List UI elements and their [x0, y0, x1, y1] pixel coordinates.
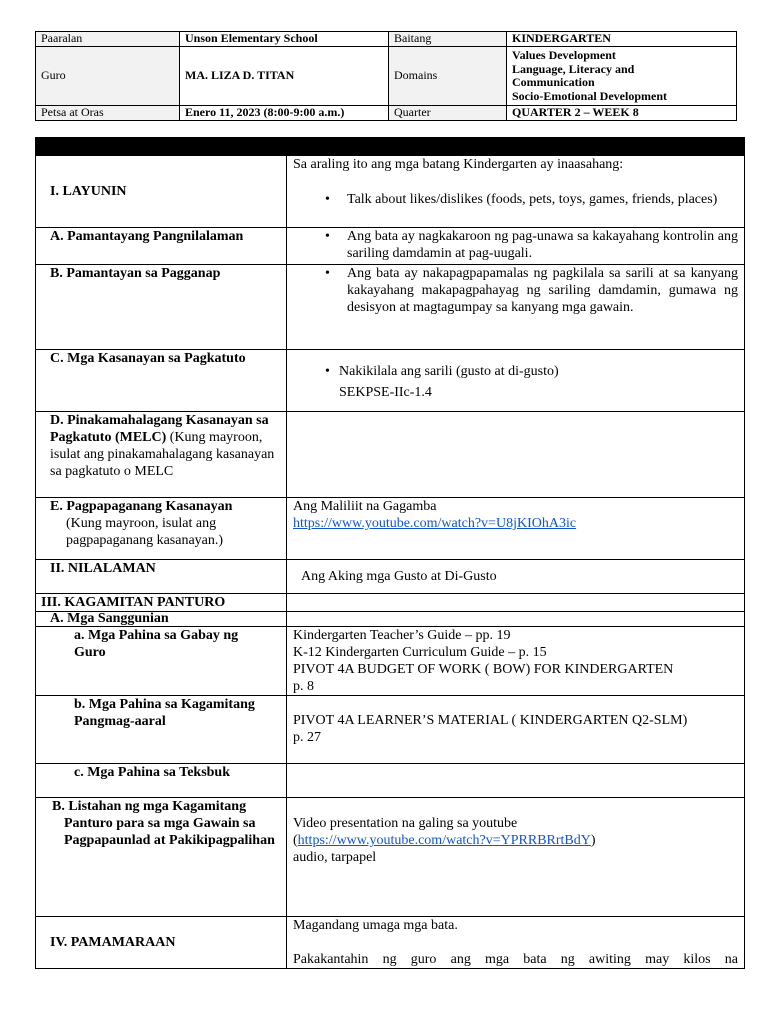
- table-header-bar: [36, 138, 745, 156]
- melc-content: [287, 412, 745, 498]
- pagpapaganang-label: [36, 498, 287, 560]
- table-row: [36, 696, 745, 764]
- listahan-link[interactable]: https://www.youtube.com/watch?v=YPRRBRrtBdY: [297, 833, 591, 848]
- nilalaman-label: II. NILALAMAN: [36, 560, 287, 594]
- domain-item: Socio-Emotional Development: [512, 88, 667, 103]
- table-row: [36, 412, 745, 498]
- gabay-label: a. Mga Pahina sa Gabay ng Guro: [36, 627, 287, 696]
- pagpapaganang-content: [287, 498, 745, 560]
- nilalaman-value: Ang Aking mga Gusto at Di-Gusto: [287, 560, 745, 594]
- domains-label: Domains: [389, 47, 507, 106]
- layunin-bullet: • Talk about likes/dislikes (foods, pets, toys, games, friends, places): [293, 191, 738, 208]
- petsa-value: Enero 11, 2023 (8:00-9:00 a.m.): [180, 106, 389, 121]
- table-row: [36, 350, 745, 412]
- pagpapaganang-link[interactable]: https://www.youtube.com/watch?v=U8jKIOhA3ic: [293, 516, 577, 531]
- pamamaraan-content: [287, 917, 745, 969]
- quarter-value: QUARTER 2 – WEEK 8: [507, 106, 737, 121]
- table-row: [36, 265, 745, 350]
- melc-label-rest: (Kung mayroon, isulat ang pinakamahalagang kasanayan sa pagkatuto o MELC: [50, 430, 275, 479]
- domain-item: Values Development: [512, 48, 616, 62]
- pamamaraan-label: IV. PAMAMARAAN: [36, 917, 287, 969]
- pagpapaganang-label-rest: (Kung mayroon, isulat ang pagpapaganang kasanayan.): [66, 516, 224, 548]
- melc-label-bold: D. Pinakamahalagang Kasanayan sa Pagkatuto (MELC): [50, 413, 269, 445]
- layunin-intro: Sa araling ito ang mga batang Kindergarten ay inaasahang:: [293, 157, 624, 172]
- pangmag-line: p. 27: [293, 730, 321, 745]
- gabay-line: p. 8: [293, 679, 314, 694]
- table-row: [36, 560, 745, 594]
- domain-item: Language, Literacy and: [512, 61, 635, 76]
- pagganap-label: B. Pamantayan sa Pagganap: [36, 265, 287, 350]
- kagamitan-label: III. KAGAMITAN PANTURO: [36, 594, 287, 612]
- quarter-label: Quarter: [389, 106, 507, 121]
- petsa-label: Petsa at Oras: [36, 106, 180, 121]
- pangmag-line: PIVOT 4A LEARNER’S MATERIAL ( KINDERGARTEN Q2-SLM): [293, 713, 688, 728]
- listahan-label-text: B. Listahan ng mga Kagamitang Panturo para sa mga Gawain sa Pagpapaunlad at Pakikipagpalihan: [52, 799, 275, 848]
- melc-label: [36, 412, 287, 498]
- sanggunian-label: A. Mga Sanggunian: [36, 612, 287, 627]
- table-row: [36, 156, 745, 228]
- domain-item: Communication: [512, 75, 595, 89]
- baitang-value: KINDERGARTEN: [507, 32, 737, 47]
- table-row: [36, 594, 745, 612]
- gabay-line: K-12 Kindergarten Curriculum Guide – p. 15: [293, 645, 547, 660]
- paren-close: ): [590, 833, 596, 848]
- kasanayan-code: SEKPSE-IIc-1.4: [339, 385, 432, 400]
- pagpapaganang-title: Ang Maliliit na Gagamba: [293, 499, 437, 514]
- guro-label: Guro: [36, 47, 180, 106]
- table-row: [36, 498, 745, 560]
- lesson-plan-table: [35, 137, 745, 969]
- gabay-line: PIVOT 4A BUDGET OF WORK ( BOW) FOR KINDERGARTEN: [293, 662, 674, 677]
- listahan-line1: Video presentation na galing sa youtube: [293, 816, 518, 831]
- pangnilalaman-bullet: • Ang bata ay nagkakaroon ng pag-unawa sa kakayahang kontrolin ang sariling damdamin at pag-uugali.: [293, 228, 738, 262]
- pangnilalaman-content: [287, 228, 745, 265]
- paaralan-value: Unson Elementary School: [180, 32, 389, 47]
- kasanayan-bullet: • Nakikilala ang sarili (gusto at di-gusto): [293, 363, 738, 380]
- pangmag-label: b. Mga Pahina sa Kagamitang Pangmag-aaral: [36, 696, 287, 764]
- guro-value: MA. LIZA D. TITAN: [180, 47, 389, 106]
- listahan-line3: audio, tarpapel: [293, 850, 377, 865]
- listahan-content: [287, 798, 745, 917]
- pamamaraan-line2: Pakakantahin ng guro ang mga bata ng awiting may kilos na: [293, 952, 738, 967]
- baitang-label: Baitang: [389, 32, 507, 47]
- teksbuk-label: c. Mga Pahina sa Teksbuk: [36, 764, 287, 798]
- table-row: [36, 627, 745, 696]
- pangmag-content: [287, 696, 745, 764]
- header-table: [35, 31, 737, 121]
- pagganap-content: [287, 265, 745, 350]
- table-row: [36, 917, 745, 969]
- pangnilalaman-label: A. Pamantayang Pangnilalaman: [36, 228, 287, 265]
- paren-open: (: [293, 833, 298, 848]
- pamamaraan-line1: Magandang umaga mga bata.: [293, 918, 458, 933]
- table-row: [36, 612, 745, 627]
- gabay-content: [287, 627, 745, 696]
- listahan-line2: [293, 832, 738, 849]
- sanggunian-content: [287, 612, 745, 627]
- layunin-label: I. LAYUNIN: [36, 156, 287, 228]
- listahan-label: [36, 798, 287, 917]
- kasanayan-label: C. Mga Kasanayan sa Pagkatuto: [36, 350, 287, 412]
- kasanayan-content: [287, 350, 745, 412]
- layunin-content: [287, 156, 745, 228]
- table-row: [36, 228, 745, 265]
- paaralan-label: Paaralan: [36, 32, 180, 47]
- teksbuk-content: [287, 764, 745, 798]
- table-row: [36, 798, 745, 917]
- table-row: [36, 764, 745, 798]
- pagpapaganang-label-bold: E. Pagpapaganang Kasanayan: [50, 499, 233, 514]
- gabay-line: Kindergarten Teacher’s Guide – pp. 19: [293, 628, 511, 643]
- domains-value: [507, 47, 737, 106]
- pagganap-bullet: • Ang bata ay nakapagpapamalas ng pagkilala sa sarili at sa kanyang kakayahang makapagpahayag ng sariling damdamin, gumawa ng desisyon at magtagumpay sa kanyang mga gawain.: [293, 265, 738, 316]
- kagamitan-content: [287, 594, 745, 612]
